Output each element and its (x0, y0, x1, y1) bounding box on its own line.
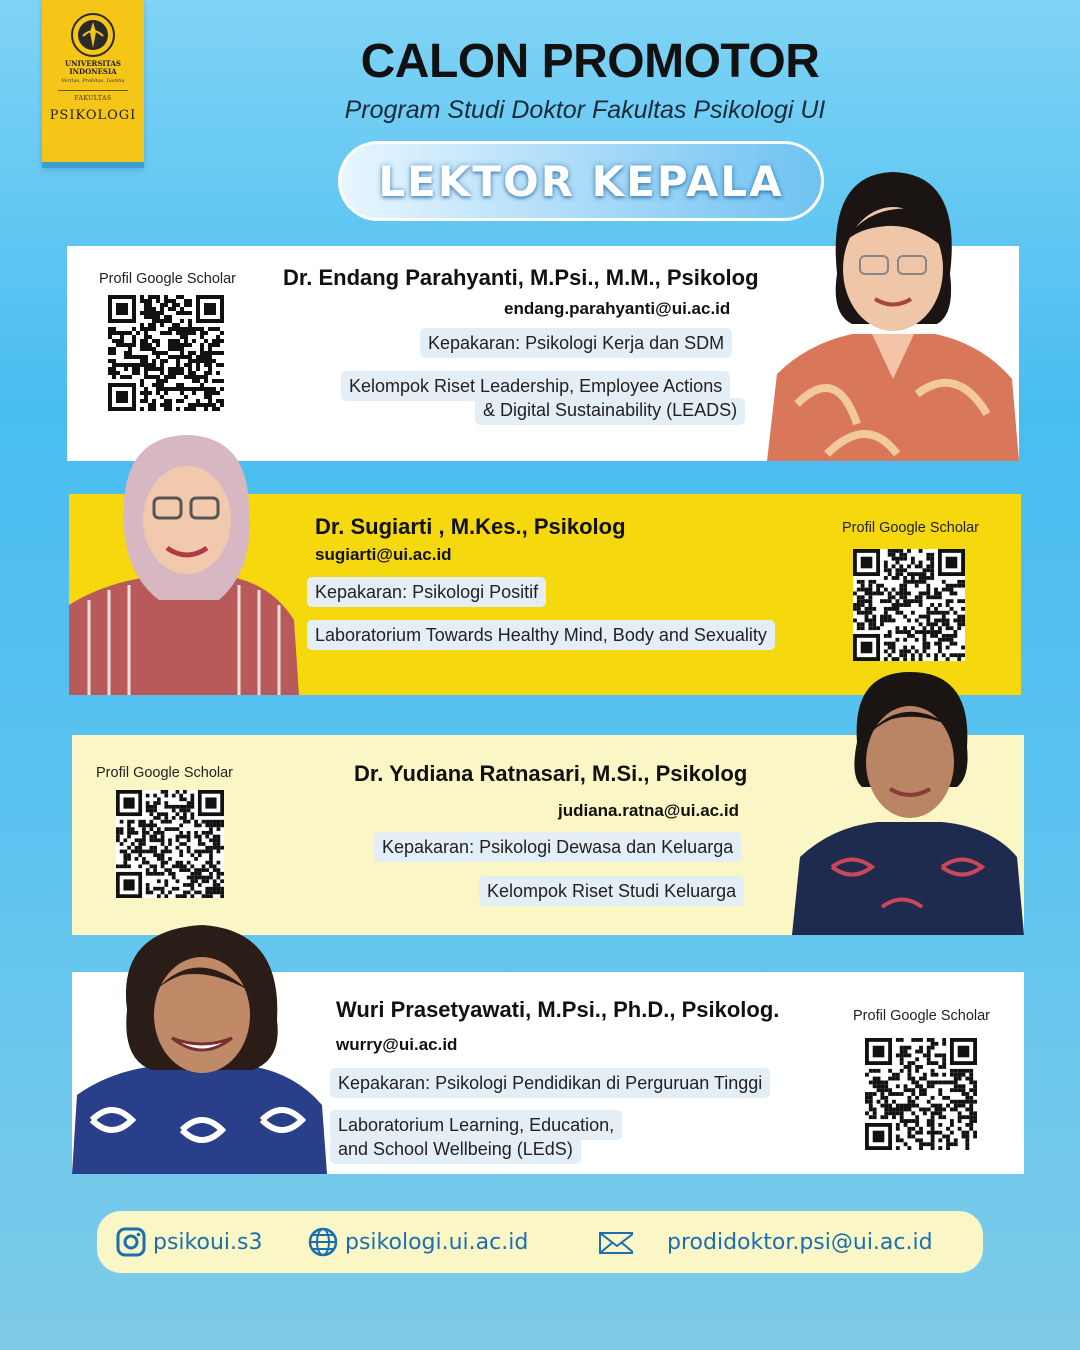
contact-footer (97, 1211, 983, 1273)
envelope-icon (595, 1226, 633, 1258)
university-motto: Veritas, Probitas, Iustitia (61, 78, 125, 84)
expertise-chip: Kepakaran: Psikologi Dewasa dan Keluarga (374, 832, 741, 862)
makara-emblem-icon (70, 12, 116, 58)
faculty-logo-banner (42, 0, 144, 168)
expertise-chip: Kepakaran: Psikologi Pendidikan di Perguruan Tinggi (330, 1068, 770, 1098)
promotor-name: Dr. Yudiana Ratnasari, M.Si., Psikolog (354, 761, 748, 786)
promotor-card (72, 972, 1024, 1174)
contact-email: prodidoktor.psi@ui.ac.id (667, 1229, 933, 1255)
google-scholar-qr-code[interactable] (116, 790, 224, 898)
promotor-card (69, 494, 1021, 695)
research-group-chip-2 (475, 398, 745, 425)
expertise-chip: Kepakaran: Psikologi Positif (307, 577, 546, 607)
university-name: UNIVERSITAS INDONESIA (64, 59, 121, 76)
research-group-chip (330, 1110, 622, 1140)
instagram-handle: psikoui.s3 (153, 1229, 263, 1255)
promotor-photo (69, 430, 299, 695)
expertise-chip: Kepakaran: Psikologi Kerja dan SDM (420, 328, 732, 358)
research-group-chip: Kelompok Riset Studi Keluarga (479, 876, 744, 906)
email-link[interactable] (595, 1211, 933, 1273)
research-group-chip (341, 371, 730, 401)
faculty-small-label: FAKULTAS (74, 95, 112, 102)
qr-label: Profil Google Scholar (842, 520, 980, 536)
promotor-name: Wuri Prasetyawati, M.Psi., Ph.D., Psikolog. (336, 997, 780, 1022)
page-title: CALON PROMOTOR (360, 35, 820, 88)
instagram-link[interactable] (115, 1211, 262, 1273)
promotor-email[interactable]: judiana.ratna@ui.ac.id (558, 801, 739, 820)
promotor-photo (72, 920, 327, 1174)
globe-icon (307, 1226, 339, 1258)
promotor-name: Dr. Sugiarti , M.Kes., Psikolog (315, 514, 626, 539)
qr-label: Profil Google Scholar (99, 271, 237, 287)
promotor-email[interactable]: sugiarti@ui.ac.id (315, 545, 452, 564)
page-subtitle: Program Studi Doktor Fakultas Psikologi UI (344, 96, 826, 124)
faculty-name: PSIKOLOGI (49, 108, 137, 123)
promotor-email[interactable]: endang.parahyanti@ui.ac.id (504, 299, 731, 318)
google-scholar-qr-code[interactable] (865, 1038, 977, 1150)
rank-pill: LEKTOR KEPALA (338, 141, 824, 221)
promotor-photo (767, 164, 1019, 461)
research-group-chip: Laboratorium Towards Healthy Mind, Body and Sexuality (307, 620, 775, 650)
google-scholar-qr-code[interactable] (108, 295, 224, 411)
research-group-chip-2 (330, 1137, 581, 1164)
promotor-card (67, 246, 1019, 461)
research-group-line2: and School Wellbeing (LEdS) (338, 1139, 573, 1159)
qr-label: Profil Google Scholar (96, 765, 234, 781)
research-group-line1: Kelompok Riset Leadership, Employee Actions (349, 376, 723, 396)
promotor-name: Dr. Endang Parahyanti, M.Psi., M.M., Psikolog (283, 265, 759, 290)
website-url: psikologi.ui.ac.id (345, 1229, 529, 1255)
promotor-card (72, 735, 1024, 935)
research-group-line2: & Digital Sustainability (LEADS) (483, 400, 738, 420)
logo-divider (58, 90, 128, 91)
instagram-icon (115, 1226, 147, 1258)
promotor-email[interactable]: wurry@ui.ac.id (336, 1035, 458, 1054)
qr-label: Profil Google Scholar (853, 1008, 991, 1024)
promotor-photo (792, 667, 1024, 935)
website-link[interactable] (307, 1211, 528, 1273)
google-scholar-qr-code[interactable] (853, 549, 965, 661)
research-group-line1: Laboratorium Learning, Education, (338, 1115, 615, 1135)
